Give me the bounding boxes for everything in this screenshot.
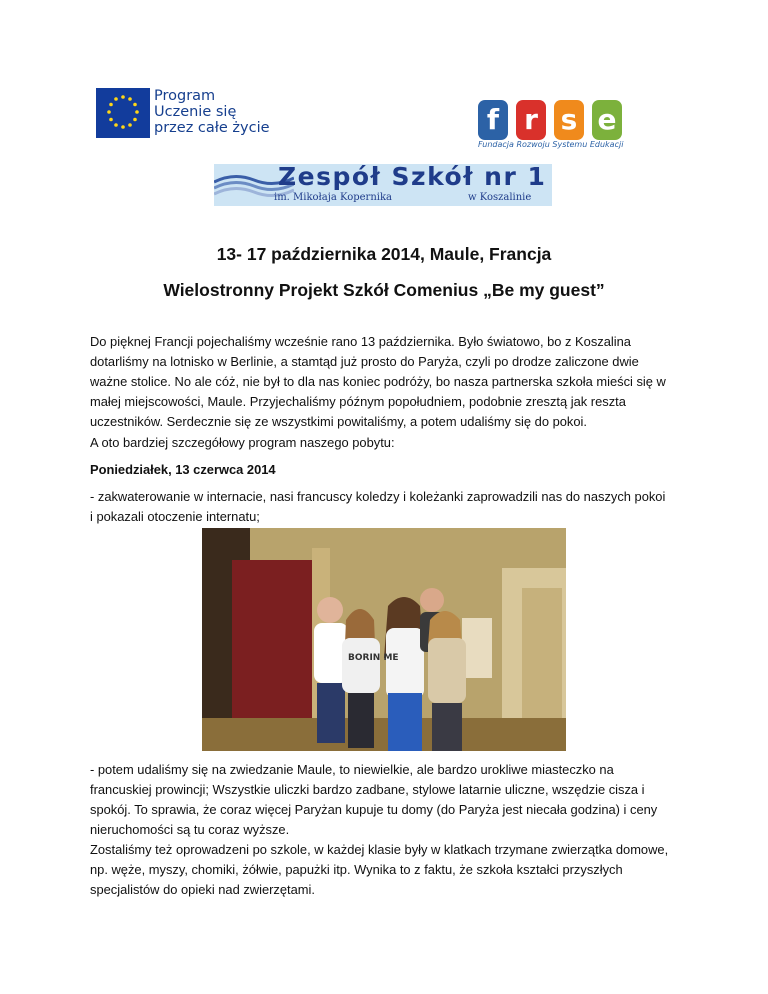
item-line: i pokazali otoczenie internatu; [90, 509, 260, 524]
eu-lifelong-learning-logo [96, 88, 270, 138]
program-intro [90, 433, 690, 453]
program-intro-text: A oto bardziej szczegółowy program naszego pobytu: [90, 435, 395, 450]
item-line: specjalistów do opieki nad zwierzętami. [90, 882, 315, 897]
eu-line-3: przez całe życie [154, 120, 270, 136]
frse-letter-f: f [478, 100, 508, 140]
shirt-print: BORIN ME [348, 653, 399, 663]
document-subtitle: Wielostronny Projekt Szkół Comenius „Be my guest” [163, 280, 605, 300]
eu-line-1: Program [154, 88, 216, 104]
school-patron: im. Mikołaja Kopernika [274, 192, 392, 203]
item-line: spokój. To sprawia, że coraz więcej Paryżan kupuje tu domy (do Paryża jest niecała godzina) i ceny [90, 802, 658, 817]
item-line: francuskiej prowincji; Wszystkie uliczki bardzo zadbane, stylowe latarnie uliczne, wszędzie cisza i [90, 782, 645, 797]
item-line: - potem udaliśmy się na zwiedzanie Maule, to niewielkie, ale bardzo urokliwe miasteczko na [90, 762, 614, 777]
eu-line-2: Uczenie się [154, 104, 237, 120]
school-banner-logo [214, 164, 552, 206]
item-line: nieruchomości są tu coraz wyższe. [90, 822, 290, 837]
item-line: Zostaliśmy też oprowadzeni po szkole, w każdej klasie były w klatkach trzymane zwierzątka domowe, [90, 842, 669, 857]
eu-flag-icon [96, 88, 150, 138]
school-name: Zespół Szkół nr 1 [278, 164, 547, 191]
day-heading [90, 460, 690, 480]
intro-line: małej miejscowości, Maule. Przyjechaliśmy późnym popołudniem, podobnie zresztą jak reszta [90, 394, 626, 409]
frse-logo [476, 96, 636, 154]
frse-letter-s: s [554, 100, 584, 140]
intro-line: uczestników. Serdecznie się ze wszystkimi powitaliśmy, a potem udaliśmy się do pokoi. [90, 414, 587, 429]
frse-letter-r: r [516, 100, 546, 140]
item-line: np. węże, myszy, chomiki, żółwie, papużki itp. Wynika to z faktu, że szkoła kształci przyszłych [90, 862, 623, 877]
day-item-sightseeing [90, 760, 690, 840]
day-heading-text: Poniedziałek, 13 czerwca 2014 [90, 462, 276, 477]
intro-line: dotarliśmy na lotnisko w Berlinie, a stamtąd już prosto do Paryża, czyli po drodze zaliczone dwie [90, 354, 639, 369]
school-city: w Koszalinie [468, 192, 532, 203]
day-item-accommodation [90, 487, 690, 527]
intro-line: ważne stolice. No ale cóż, nie był to dla nas koniec podróży, bo nasza partnerska szkoła mieści się w [90, 374, 666, 389]
document-title: 13- 17 października 2014, Maule, Francja [216, 244, 552, 264]
eu-program-text [154, 88, 270, 136]
day-item-school-tour [90, 840, 690, 900]
item-line: - zakwaterowanie w internacie, nasi francuscy koledzy i koleżanki zaprowadzili nas do naszych pokoi [90, 489, 666, 504]
intro-paragraph [90, 332, 690, 432]
frse-tagline: Fundacja Rozwoju Systemu Edukacji [478, 140, 624, 149]
frse-letter-e: e [592, 100, 622, 140]
intro-line: Do pięknej Francji pojechaliśmy wcześnie rano 13 października. Było światowo, bo z Koszalina [90, 334, 631, 349]
group-photo [202, 528, 566, 751]
